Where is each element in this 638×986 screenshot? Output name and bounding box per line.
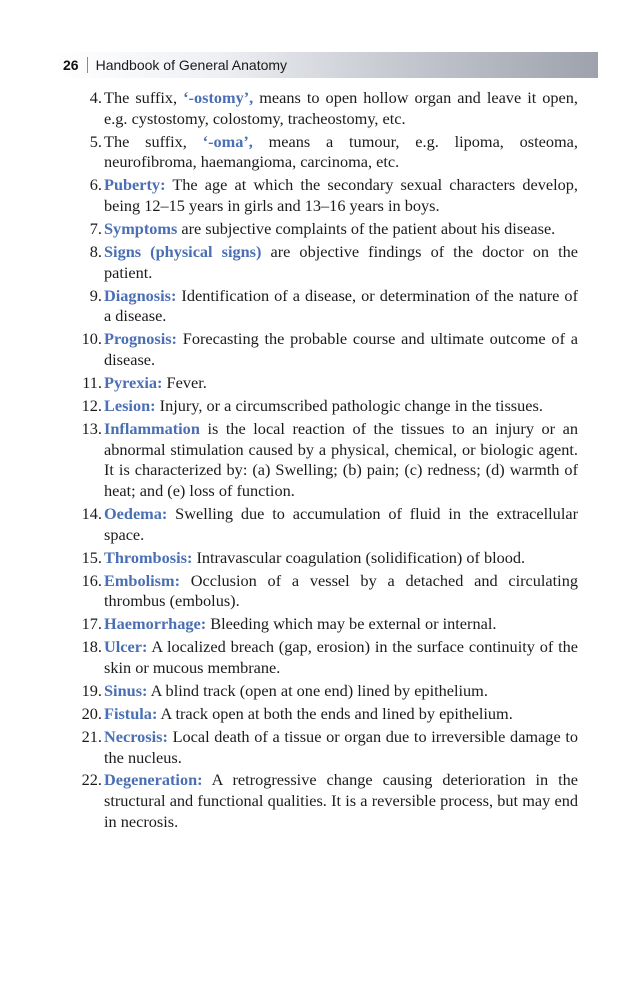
item-term: Necrosis: (104, 726, 168, 746)
item-number: 8. (89, 241, 102, 261)
item-prefix: The suffix, (104, 88, 184, 107)
item-definition: means to open hollow organ and leave it open, e.g. cystostomy, colostomy, tracheostomy, etc. (104, 88, 578, 128)
item-definition: Fever. (162, 373, 207, 393)
item-definition: Injury, or a circumscribed pathologic change in the tissues. (155, 395, 543, 415)
list-item (66, 132, 578, 174)
page-number: 26 (63, 57, 79, 73)
list-item (66, 770, 578, 832)
item-number: 15. (81, 547, 102, 567)
item-prefix: The suffix, (104, 131, 203, 151)
item-text (104, 329, 578, 371)
item-text (104, 681, 578, 702)
item-text (104, 504, 578, 546)
list-item (66, 681, 578, 702)
item-text (104, 175, 578, 217)
item-text (104, 727, 578, 769)
item-text (104, 286, 578, 328)
item-text (104, 373, 578, 394)
item-text (104, 419, 578, 502)
item-definition: The age at which the secondary sexual characters develop, being 12–15 years in girls and 13–16 years in boys. (104, 175, 578, 216)
item-definition: Identification of a disease, or determination of the nature of a disease. (104, 285, 578, 326)
item-definition: A retrogressive change causing deterioration in the structural and functional qualities. It is a reversible process, but may end in necrosis. (104, 770, 578, 831)
item-number: 12. (81, 395, 102, 415)
item-number: 19. (81, 680, 102, 700)
item-number: 17. (81, 614, 102, 634)
item-term: Haemorrhage: (104, 614, 207, 634)
item-term: Puberty: (104, 175, 166, 195)
list-item (66, 504, 578, 546)
list-item (66, 88, 578, 130)
item-definition: Bleeding which may be external or internal. (206, 614, 497, 634)
item-text (104, 770, 578, 832)
list-item (66, 548, 578, 569)
item-definition: Forecasting the probable course and ultimate outcome of a disease. (104, 329, 578, 370)
list-item (66, 286, 578, 328)
definitions-list (66, 88, 578, 835)
item-text (104, 548, 578, 569)
item-text (104, 132, 578, 174)
list-item (66, 373, 578, 394)
item-definition: A blind track (open at one end) lined by epithelium. (147, 680, 488, 700)
item-number: 20. (81, 703, 102, 723)
item-term: Prognosis: (104, 329, 177, 349)
item-number: 4. (89, 88, 102, 107)
item-definition: are objective findings of the doctor on the patient. (104, 241, 578, 282)
list-item (66, 419, 578, 502)
item-definition: means a tumour, e.g. lipoma, osteoma, neurofibroma, haemangioma, carcinoma, etc. (104, 131, 578, 172)
item-number: 6. (89, 175, 102, 195)
item-text (104, 614, 578, 635)
item-definition: A localized breach (gap, erosion) in the surface continuity of the skin or mucous membrane. (104, 637, 578, 678)
item-text (104, 396, 578, 417)
item-number: 5. (89, 131, 102, 151)
item-number: 22. (81, 770, 102, 790)
item-term: Inflammation (104, 418, 200, 438)
item-term: Diagnosis: (104, 285, 177, 305)
item-term: Lesion: (104, 395, 156, 415)
item-definition: Intravascular coagulation (solidification) of blood. (192, 547, 526, 567)
item-term: Oedema: (104, 504, 168, 524)
item-definition: A track open at both the ends and lined by epithelium. (157, 703, 513, 723)
item-term: Pyrexia: (104, 373, 163, 393)
list-item (66, 727, 578, 769)
item-term: Embolism: (104, 570, 180, 590)
item-number: 21. (81, 726, 102, 746)
item-number: 7. (89, 219, 102, 239)
item-number: 9. (89, 285, 102, 305)
list-item (66, 219, 578, 240)
running-header (54, 52, 598, 78)
item-term: Sinus: (104, 680, 148, 700)
item-text (104, 242, 578, 284)
item-definition: are subjective complaints of the patient about his disease. (177, 219, 556, 239)
item-number: 16. (81, 570, 102, 590)
item-number: 18. (81, 637, 102, 657)
item-definition: Occlusion of a vessel by a detached and circulating thrombus (embolus). (104, 570, 578, 611)
item-definition: Local death of a tissue or organ due to irreversible damage to the nucleus. (104, 726, 578, 767)
list-item (66, 175, 578, 217)
item-term: Ulcer: (104, 637, 148, 657)
item-text (104, 704, 578, 725)
item-definition: Swelling due to accumulation of fluid in the extracellular space. (104, 504, 578, 544)
header-divider (87, 57, 88, 73)
item-term: Fistula: (104, 703, 158, 723)
item-text (104, 571, 578, 613)
item-term: Signs (physical signs) (104, 241, 262, 261)
item-term: Degeneration: (104, 770, 203, 790)
item-term: ‘-oma’, (202, 131, 253, 151)
item-text (104, 88, 578, 130)
list-item (66, 704, 578, 725)
list-item (66, 637, 578, 679)
list-item (66, 242, 578, 284)
item-term: Thrombosis: (104, 547, 193, 567)
item-number: 11. (82, 373, 102, 393)
item-term: ‘-ostomy’, (183, 88, 254, 107)
item-definition: is the local reaction of the tissues to an injury or an abnormal stimulation caused by a physical, chemical, or biologic agent. It is characterized by: (a) Swelling; (b) pain; (c) redness; (d) warmth of heat; and (e) loss of function. (104, 418, 578, 501)
list-item (66, 396, 578, 417)
item-text (104, 219, 578, 240)
list-item (66, 571, 578, 613)
item-number: 14. (81, 504, 102, 524)
item-number: 13. (81, 418, 102, 438)
item-term: Symptoms (104, 219, 178, 239)
list-item (66, 614, 578, 635)
item-text (104, 637, 578, 679)
list-item (66, 329, 578, 371)
item-number: 10. (81, 329, 102, 349)
book-title: Handbook of General Anatomy (95, 57, 288, 73)
